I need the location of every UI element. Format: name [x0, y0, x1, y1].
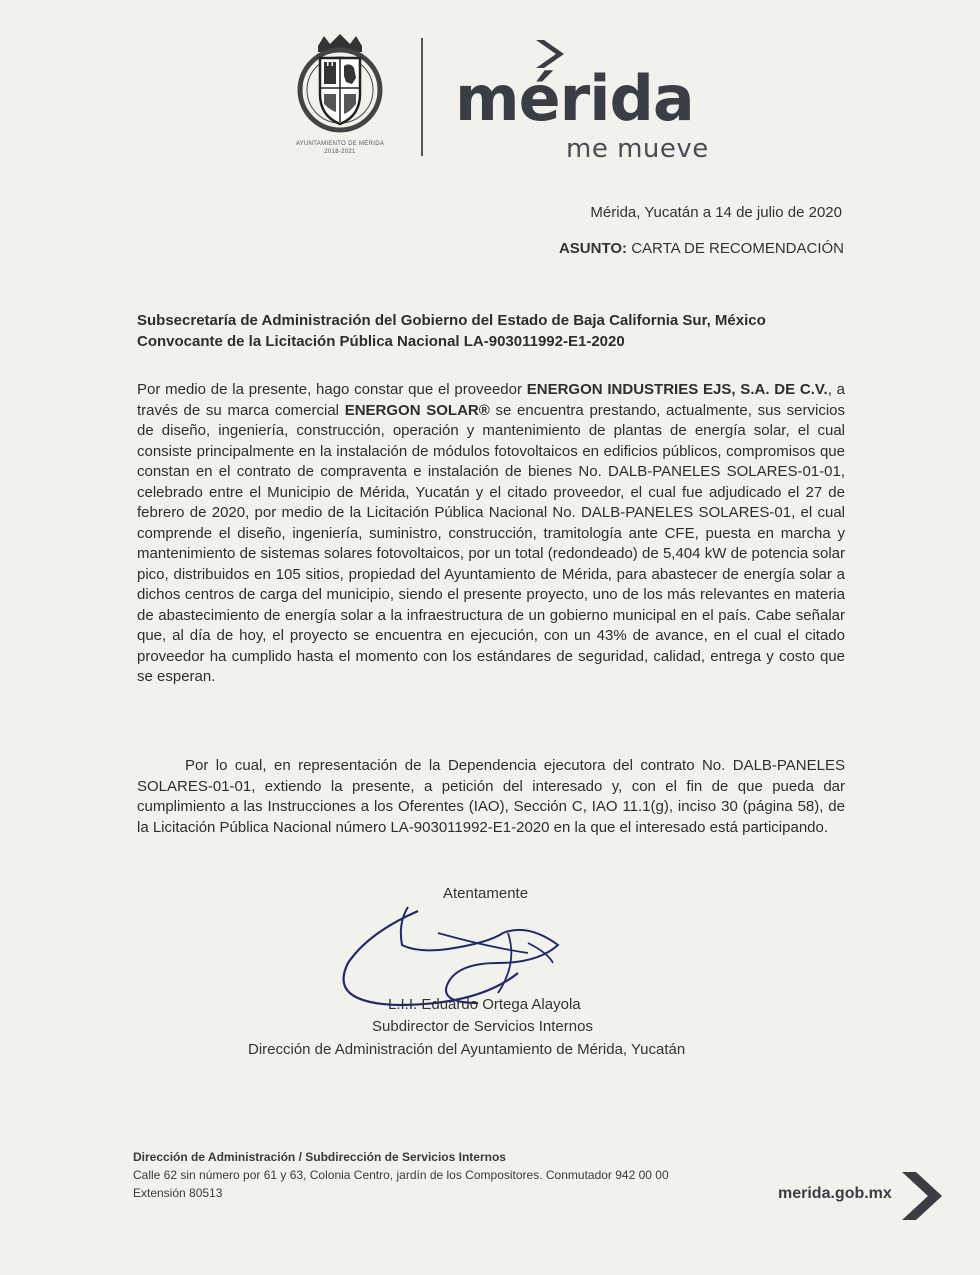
p1-company: ENERGON INDUSTRIES EJS, S.A. DE C.V.	[526, 381, 828, 398]
footer-address: Calle 62 sin número por 61 y 63, Colonia Centro, jardín de los Compositores. Conmutador 942 00 00	[133, 1168, 669, 1182]
signer-department: Dirección de Administración del Ayuntamiento de Mérida, Yucatán	[248, 1041, 686, 1058]
letter-date: Mérida, Yucatán a 14 de julio de 2020	[590, 204, 842, 221]
p1-brand: ENERGON SOLAR®	[344, 401, 490, 419]
addressee	[137, 310, 857, 352]
body-paragraph-2	[137, 756, 845, 838]
addressee-line-2: Convocante de la Licitación Pública Nacional LA-903011992-E1-2020	[137, 333, 625, 350]
p1-rest: se encuentra prestando, actualmente, sus servicios de diseño, ingeniería, construcción, operación y mantenimiento de plantas de energía solar, el cual consiste principalmente en la instalación de módulos fotovoltaicos en edificios públicos, compromisos que constan en el contrato de compraventa e instalación de bienes No. DALB-PANELES SOLARES-01-01, celebrado entre el Municipio de Mérida, Yucatán y el citado proveedor, el cual fue adjudicado el 27 de febrero de 2020, por medio de la Licitación Pública Nacional No. DALB-PANELES SOLARES-01, el cual comprende el diseño, ingeniería, suministro, construcción, tramitología ante CFE, puesta en marcha y mantenimiento de sistemas solares fotovoltaicos, por un total (redondeado) de 5,404 kW de potencia solar pico, distribuidos en 105 sitios, propiedad del Ayuntamiento de Mérida, para abastecer de energía solar a dichos centros de carga del municipio, siendo el presente proyecto, uno de los más relevantes en materia de abastecimiento de energía solar a la infraestructura de un gobierno municipal en el país. Cabe señalar que, al día de hoy, el proyecto se encuentra en ejecución, con un 43% de avance, en el cual el citado proveedor ha cumplido hasta el momento con los estándares de seguridad, calidad, entrega y costo que se esperan.	[137, 401, 845, 685]
body-paragraph-1	[137, 380, 845, 688]
header-divider	[421, 38, 423, 156]
subject-text: CARTA DE RECOMENDACIÓN	[631, 240, 844, 257]
p2-text: Por lo cual, en representación de la Dependencia ejecutora del contrato No. DALB-PANELES SOLARES-01-01, extiendo la presente, a petición del interesado y, con el fin de que pueda dar cumplimiento a las Instrucciones a los Oferentes (IAO), Sección C, IAO 11.1(g), inciso 30 (página 58), de la Licitación Pública Nacional número LA-903011992-E1-2020 en la que el interesado está participando.	[137, 757, 845, 836]
footer-chevron-icon	[898, 1168, 950, 1224]
p1-intro: Por medio de la presente, hago constar que el proveedor	[137, 381, 527, 398]
closing: Atentamente	[443, 885, 529, 902]
p1-middle: , a través de su marca comercial	[137, 381, 845, 419]
merida-logo-wordmark: mérida	[455, 62, 694, 135]
footer	[133, 1148, 669, 1202]
signer-title: Subdirector de Servicios Internos	[372, 1018, 593, 1035]
merida-logo-tagline: me mueve	[566, 134, 709, 164]
footer-title: Dirección de Administración / Subdirección de Servicios Internos	[133, 1150, 506, 1164]
letter-subject	[559, 240, 844, 257]
footer-extension: Extensión 80513	[133, 1186, 223, 1200]
addressee-line-1: Subsecretaría de Administración del Gobierno del Estado de Baja California Sur, México	[137, 312, 766, 329]
signer-name: L.I.I. Eduardo Ortega Alayola	[388, 996, 581, 1013]
footer-url: merida.gob.mx	[778, 1185, 892, 1202]
subject-label: ASUNTO:	[558, 240, 628, 257]
crest-caption: AYUNTAMIENTO DE MÉRIDA 2018-2021	[295, 141, 385, 155]
